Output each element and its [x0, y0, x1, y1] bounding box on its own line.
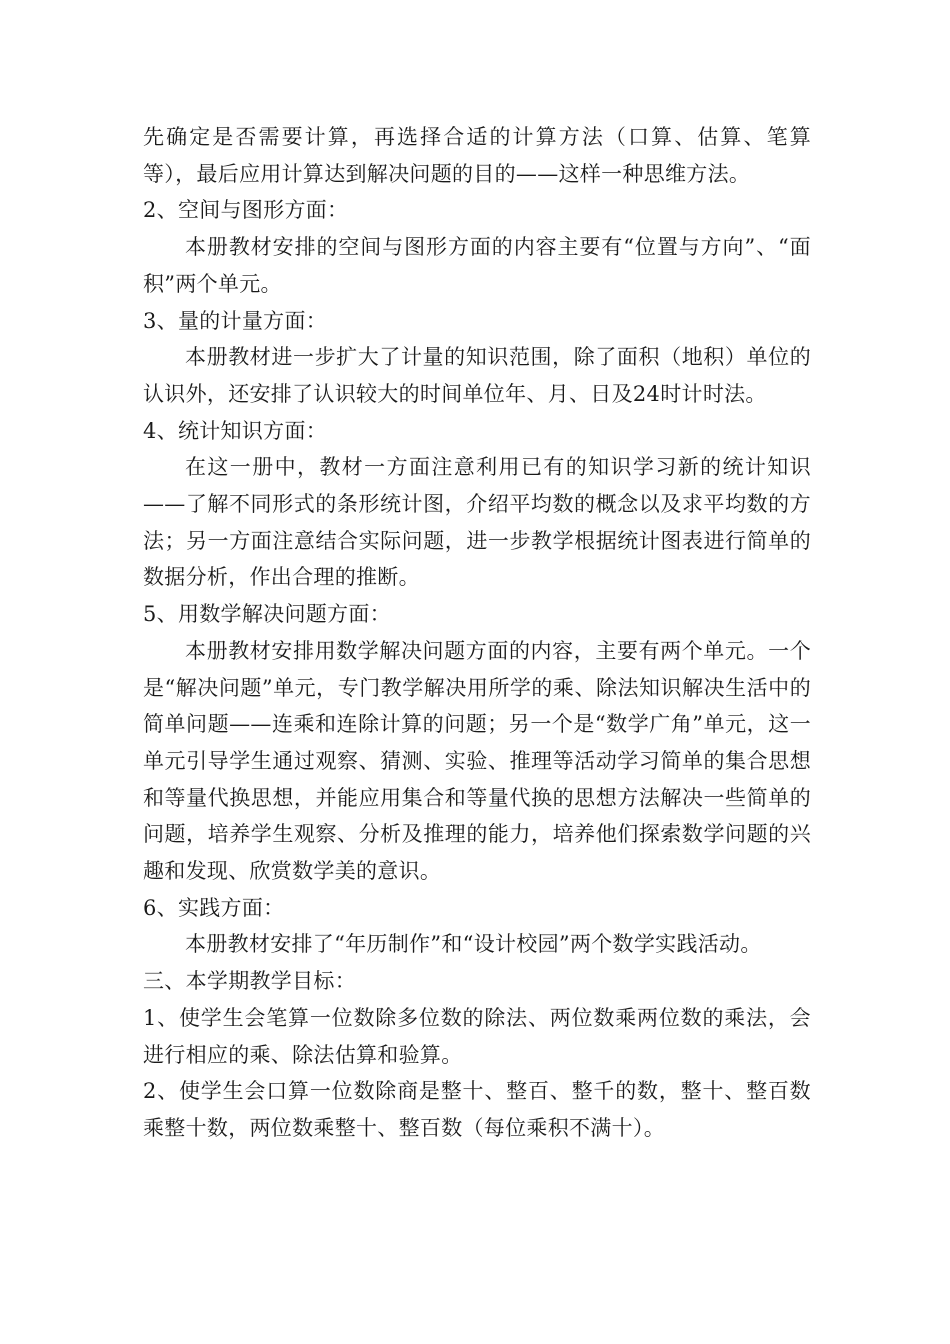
section-heading-problem-solving: 5、用数学解决问题方面： — [143, 602, 391, 627]
goal-item-1: 1、使学生会笔算一位数除多位数的除法、两位数乘两位数的乘法，会进行相应的乘、除法估算和验算。 — [143, 1005, 811, 1067]
paragraph-practice: 本册教材安排了“年历制作”和“设计校园”两个数学实践活动。 — [185, 932, 762, 957]
section-heading-measurement: 3、量的计量方面： — [143, 308, 328, 333]
section-heading-statistics: 4、统计知识方面： — [143, 418, 328, 443]
goal-item-2: 2、使学生会口算一位数除商是整十、整百、整千的数，整十、整百数乘整十数，两位数乘整十、整百数（每位乘积不满十）。 — [143, 1079, 811, 1140]
section-heading-space-geometry: 2、空间与图形方面： — [143, 198, 349, 223]
paragraph-measurement: 本册教材进一步扩大了计量的知识范围，除了面积（地积）单位的认识外，还安排了认识较大的时间单位年、月、日及24时计时法。 — [143, 345, 811, 406]
section-heading-teaching-goals: 三、本学期教学目标： — [143, 969, 356, 994]
paragraph-statistics: 在这一册中，教材一方面注意利用已有的知识学习新的统计知识——了解不同形式的条形统计图，介绍平均数的概念以及求平均数的方法；另一方面注意结合实际问题，进一步教学根据统计图表进行简单的数据分析，作出合理的推断。 — [143, 455, 811, 590]
section-heading-practice: 6、实践方面： — [143, 895, 285, 920]
paragraph-space-geometry: 本册教材安排的空间与图形方面的内容主要有“位置与方向”、“面积”两个单元。 — [143, 235, 811, 296]
paragraph-continuation: 先确定是否需要计算，再选择合适的计算方法（口算、估算、笔算等），最后应用计算达到解决问题的目的——这样一种思维方法。 — [143, 125, 811, 186]
paragraph-problem-solving: 本册教材安排用数学解决问题方面的内容，主要有两个单元。一个是“解决问题”单元，专门教学解决用所学的乘、除法知识解决生活中的简单问题——连乘和连除计算的问题；另一个是“数学广角”单元，这一单元引导学生通过观察、猜测、实验、推理等活动学习简单的集合思想和等量代换思想，并能应用集合和等量代换的思想方法解决一些简单的问题，培养学生观察、分析及推理的能力，培养他们探索数学问题的兴趣和发现、欣赏数学美的意识。 — [143, 638, 811, 884]
document-body — [143, 119, 811, 1147]
